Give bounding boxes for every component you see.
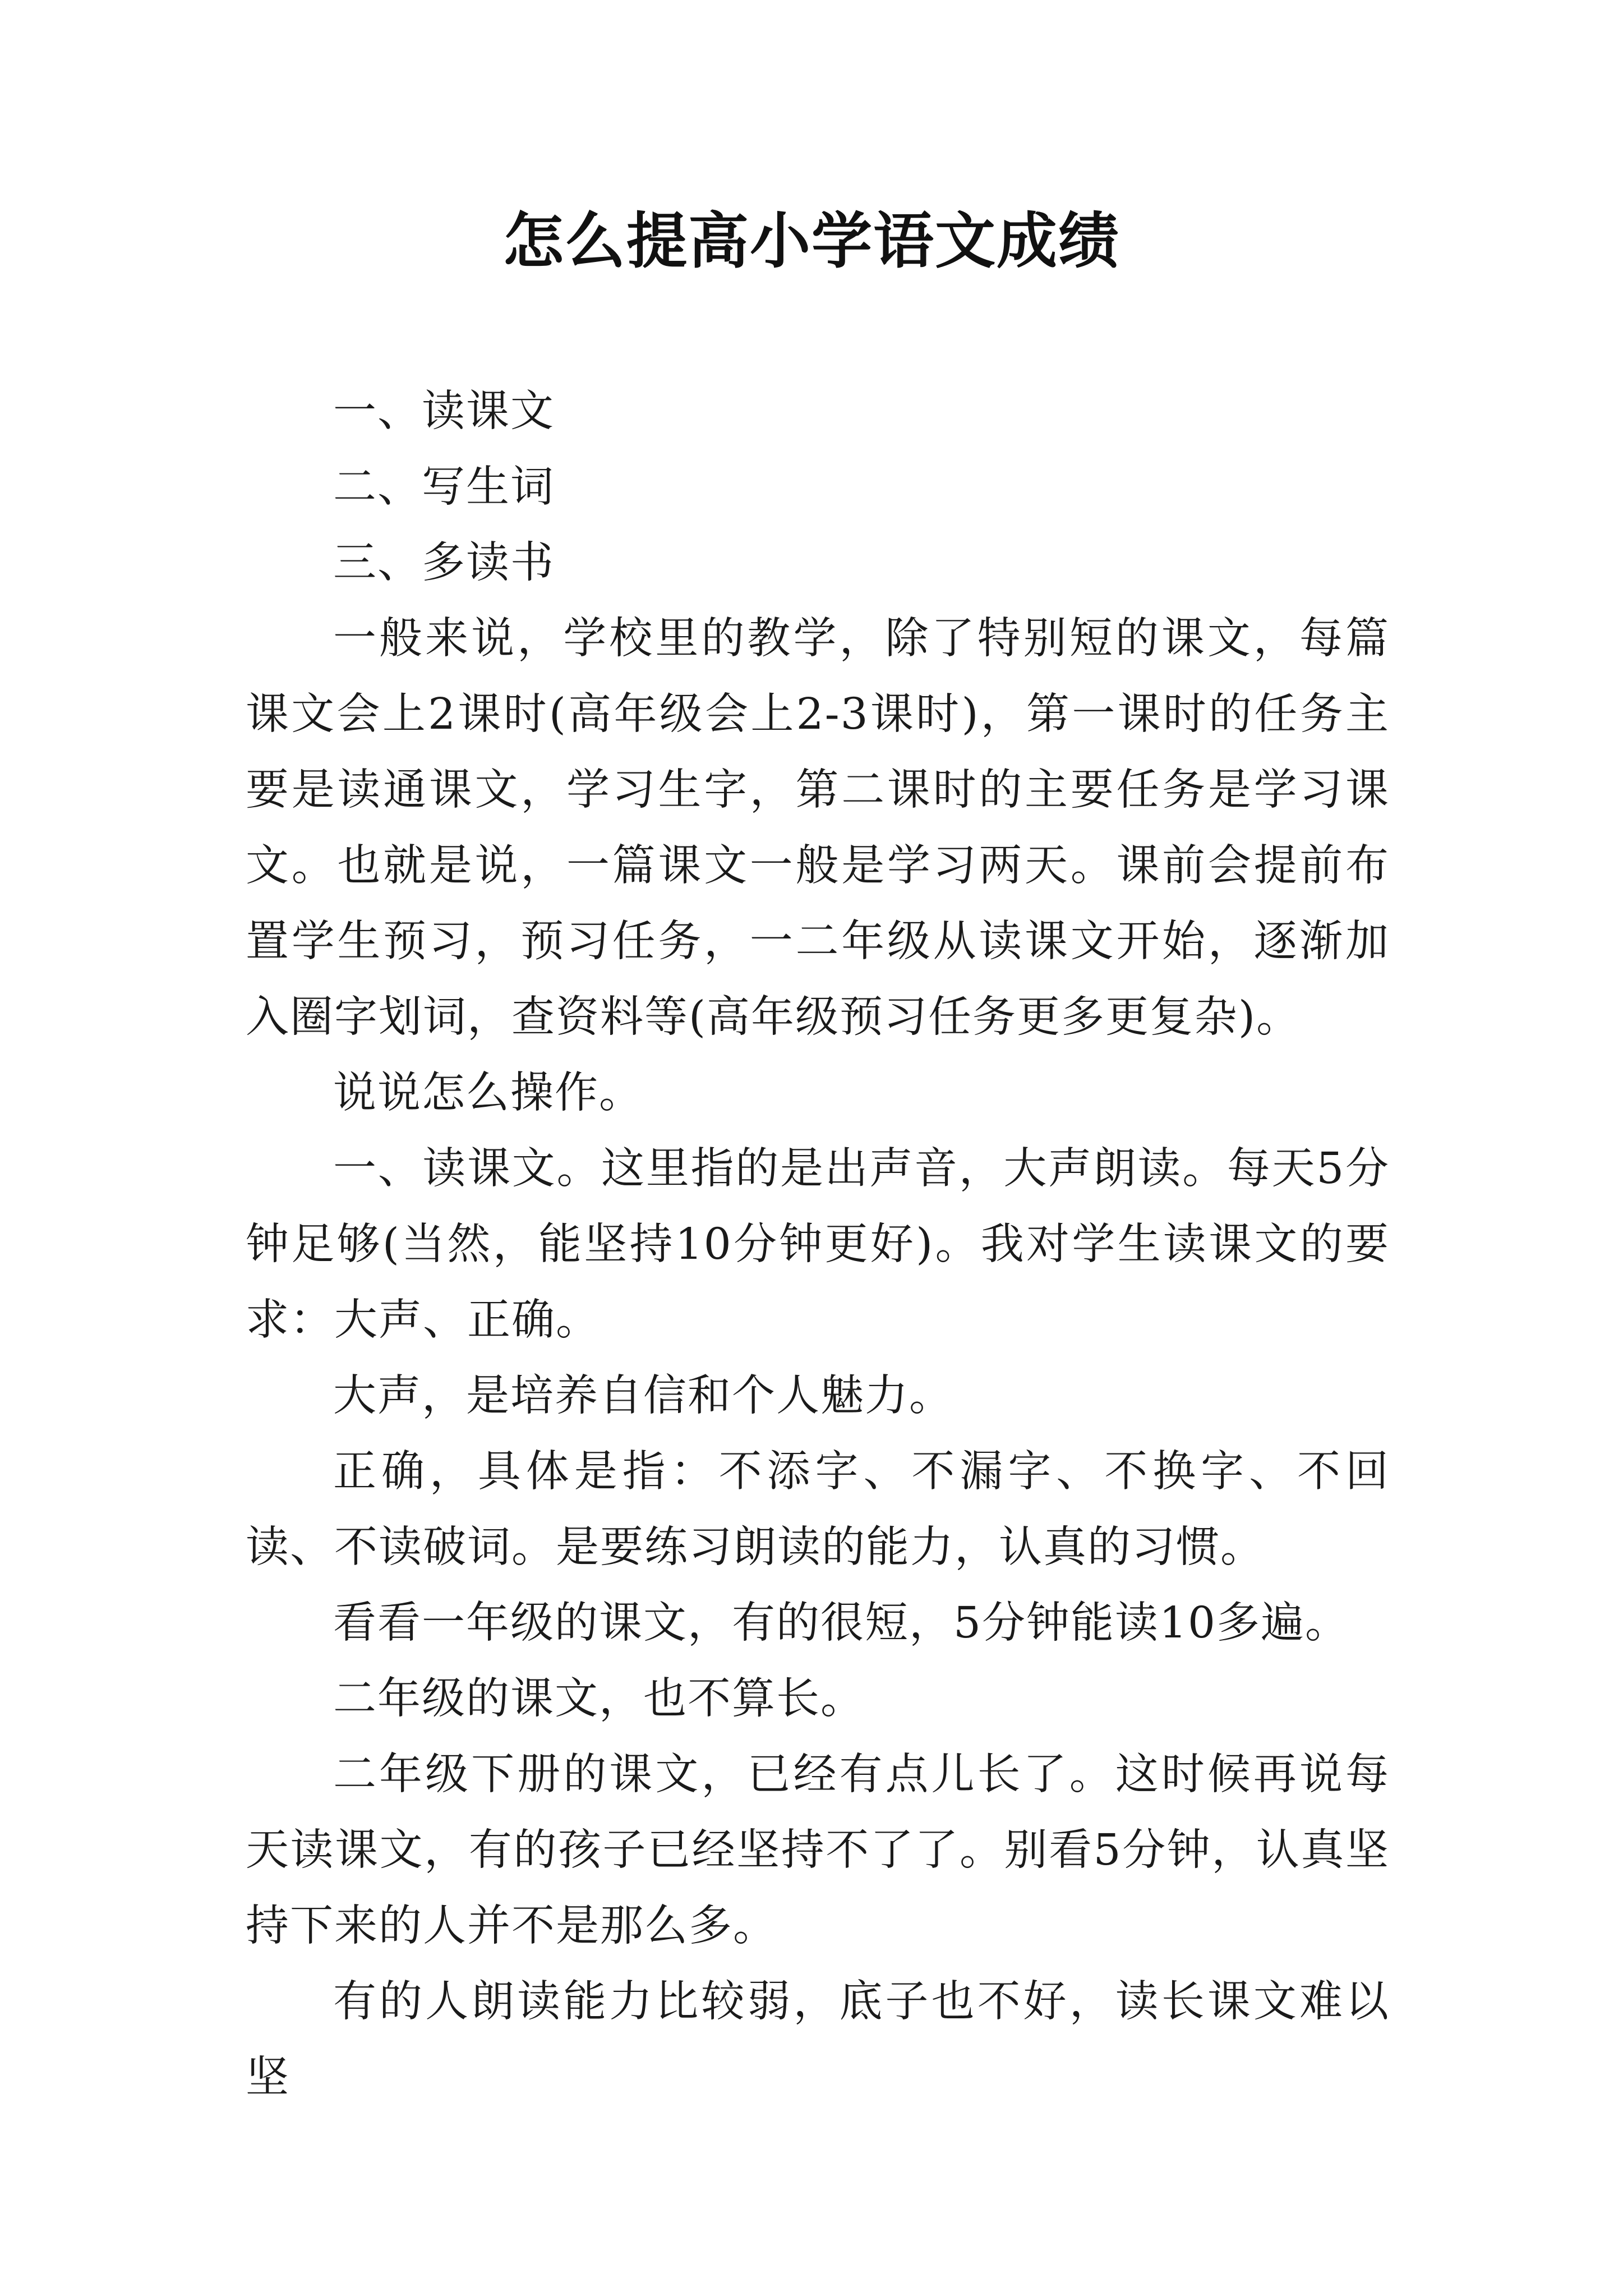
paragraph-3: 三、多读书	[333, 538, 555, 588]
paragraph-1: 一、读课文	[333, 386, 555, 436]
paragraph-7: 大声，是培养自信和个人魅力。	[333, 1371, 953, 1421]
document-title: 怎么提高小学语文成绩	[502, 206, 1120, 277]
paragraph-10: 二年级的课文，也不算长。	[333, 1674, 865, 1724]
paragraph-2: 二、写生词	[333, 462, 555, 512]
paragraph-6: 一、读课文。这里指的是出声音，大声朗读。每天5分钟足够(当然，能坚持10分钟更好)。我对学生读课文的要求：大声、正确。	[246, 1144, 1390, 1345]
paragraph-8: 正确，具体是指：不添字、不漏字、不换字、不回读、不读破词。是要练习朗读的能力，认真的习惯。	[246, 1447, 1390, 1572]
paragraph-4: 一般来说，学校里的教学，除了特别短的课文，每篇课文会上2课时(高年级会上2-3课时)，第一课时的任务主要是读通课文，学习生字，第二课时的主要任务是学习课文。也就是说，一篇课文一般是学习两天。课前会提前布置学生预习，预习任务，一二年级从读课文开始，逐渐加入圈字划词，查资料等(高年级预习任务更多更复杂)。	[246, 614, 1390, 1042]
paragraph-9: 看看一年级的课文，有的很短，5分钟能读10多遍。	[333, 1598, 1349, 1648]
document-body	[246, 374, 1390, 2115]
paragraph-11: 二年级下册的课文，已经有点儿长了。这时候再说每天读课文，有的孩子已经坚持不了了。别看5分钟，认真坚持下来的人并不是那么多。	[246, 1750, 1390, 1951]
paragraph-12: 有的人朗读能力比较弱，底子也不好，读长课文难以坚	[246, 1977, 1390, 2102]
paragraph-5: 说说怎么操作。	[333, 1068, 643, 1118]
